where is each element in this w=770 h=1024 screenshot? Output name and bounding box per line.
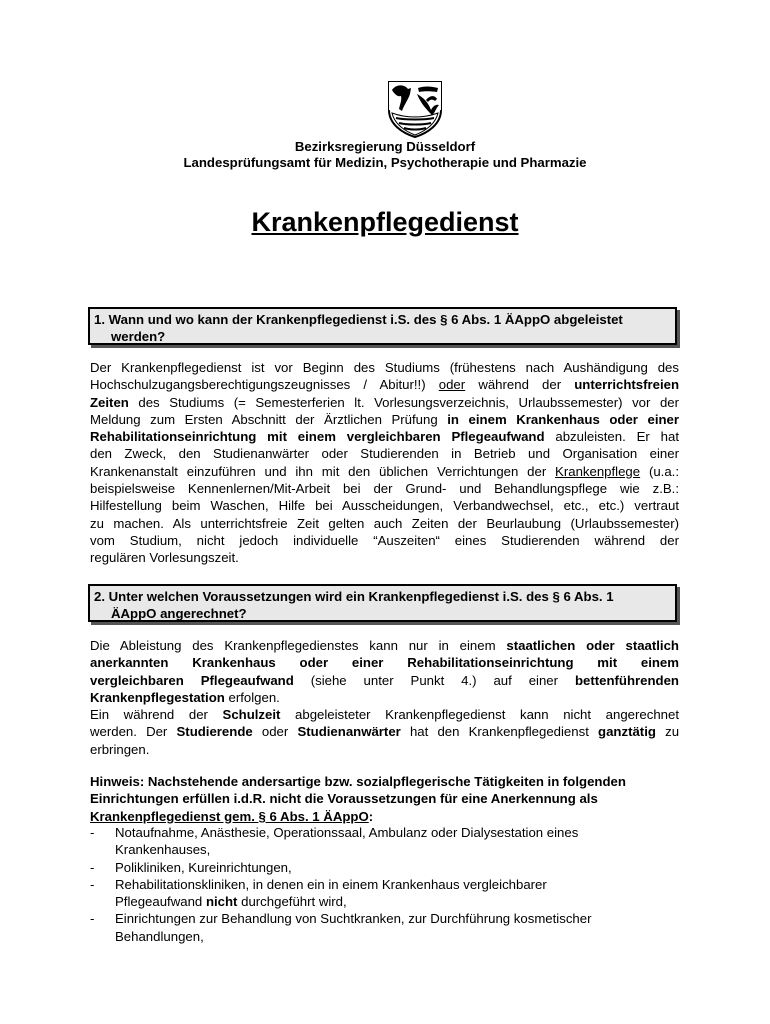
- text-span: während der: [478, 377, 562, 393]
- text-line: den Zweck, den Studienanwärter oder Studierenden in Betrieb und Organisation einer: [90, 446, 679, 462]
- question-box-2: [88, 584, 677, 622]
- list-item-text: Polikliniken, Kureinrichtungen,: [115, 859, 292, 875]
- text-span-bold: Krankenpflegestation: [90, 689, 225, 705]
- list-item-text: Rehabilitationskliniken, in denen ein in einem Krankenhaus vergleichbarer: [115, 876, 547, 892]
- question-1-line-1: 1. Wann und wo kann der Krankenpflegedienst i.S. des § 6 Abs. 1 ÄAppO abgeleistet: [94, 312, 623, 327]
- text-span-bold: vergleichbaren Pflegeaufwand: [90, 672, 294, 688]
- text-span-bold: Schulzeit: [222, 707, 281, 723]
- text-line: [90, 411, 679, 428]
- exclusion-list: [90, 824, 679, 945]
- notice-paragraph: [90, 773, 679, 825]
- header-office-name: Landesprüfungsamt für Medizin, Psychotherapie und Pharmazie: [183, 155, 587, 170]
- text-line: Hilfestellung beim Waschen, Hilfe bei Ausscheidungen, Verbandwechsel, etc., etc.) vertraut: [90, 498, 679, 514]
- list-item: [90, 910, 679, 945]
- text-span: hat den Krankenpflegedienst: [409, 724, 589, 740]
- text-span-bold: bettenführenden: [574, 672, 679, 688]
- text-span-underlined: Krankenpflegedienst gem. § 6 Abs. 1 ÄAppO: [90, 808, 369, 824]
- text-span: erfolgen.: [228, 689, 280, 705]
- text-line: [90, 672, 679, 689]
- text-line: anerkannten Krankenhaus oder einer Rehabilitationseinrichtung mit einem: [90, 655, 679, 671]
- list-item-text: Behandlungen,: [115, 928, 204, 944]
- text-line: regulären Vorlesungszeit.: [90, 550, 239, 566]
- answer-2-paragraph: [90, 637, 679, 758]
- question-2-line-1: 2. Unter welchen Voraussetzungen wird ein Krankenpflegedienst i.S. des § 6 Abs. 1: [94, 589, 614, 604]
- text-line: [90, 463, 679, 480]
- text-span: Pflegeaufwand: [115, 894, 203, 910]
- question-1-line-2: werden?: [111, 329, 166, 344]
- text-line: erbringen.: [90, 741, 150, 757]
- answer-1-paragraph: [90, 359, 679, 567]
- text-span: abzuleisten. Er hat: [555, 429, 679, 445]
- text-span: Die Ableistung des Krankenpflegedienstes kann nur in einem: [90, 638, 496, 653]
- text-span: Ein während der: [90, 707, 208, 723]
- text-span-bold: Studierende: [176, 724, 253, 740]
- text-span: Krankenanstalt einzuführen und ihn mit den üblichen Verrichtungen der: [90, 463, 547, 479]
- text-span: durchgeführt wird,: [241, 894, 347, 910]
- text-span: zu: [665, 724, 680, 740]
- text-span-bold: in einem Krankenhaus oder einer: [447, 411, 680, 427]
- list-dash: -: [90, 911, 95, 927]
- text-span-bold: ganztätig: [598, 724, 656, 740]
- text-line: [90, 376, 679, 393]
- list-item-text: [115, 893, 679, 910]
- nrw-coat-of-arms-icon: [386, 80, 444, 138]
- list-item: [90, 876, 679, 911]
- text-line: [90, 689, 679, 706]
- list-item-text: Einrichtungen zur Behandlung von Suchtkranken, zur Durchführung kosmetischer: [115, 911, 592, 927]
- list-item-text: Notaufnahme, Anästhesie, Operationssaal, Ambulanz oder Dialysestation eines: [115, 825, 579, 840]
- text-line: [90, 637, 679, 654]
- text-span-underlined: oder: [438, 377, 466, 393]
- text-span: (u.a.:: [648, 463, 679, 479]
- text-span: (siehe unter Punkt 4.) auf einer: [310, 672, 559, 688]
- text-line: [90, 723, 679, 740]
- list-dash: -: [90, 876, 95, 892]
- text-span-bold: nicht: [205, 894, 238, 910]
- text-line: Der Krankenpflegedienst ist vor Beginn des Studiums (frühestens nach Aushändigung des: [90, 360, 679, 375]
- text-span-underlined: Krankenpflege: [555, 463, 641, 479]
- text-span-bold: Zeiten: [90, 394, 129, 410]
- page-title: Krankenpflegedienst: [251, 207, 519, 237]
- text-line: [90, 394, 679, 411]
- text-line: Hinweis: Nachstehende andersartige bzw. sozialpflegerische Tätigkeiten in folgenden: [90, 774, 626, 789]
- text-line: [90, 808, 679, 825]
- text-line: [90, 428, 679, 445]
- text-span-bold: Studienanwärter: [297, 724, 401, 740]
- list-dash: -: [90, 859, 95, 875]
- question-box-1: [88, 307, 677, 345]
- text-span: oder: [261, 724, 289, 740]
- text-span: Hochschulzugangsberechtigungszeugnisses / Abitur!!): [90, 377, 426, 393]
- list-item: [90, 859, 679, 876]
- header-authority-name: Bezirksregierung Düsseldorf: [294, 139, 476, 154]
- text-span: des Studiums (= Semesterferien lt. Vorlesungsverzeichnis, Urlaubssemester) vor der: [138, 394, 679, 410]
- text-line: zu machen. Als unterrichtsfreie Zeit gelten auch Zeiten der Beurlaubung (Urlaubssemester): [90, 515, 679, 531]
- list-item-text: Krankenhauses,: [115, 842, 211, 858]
- text-span: abgeleisteter Krankenpflegedienst kann nicht angerechnet: [295, 707, 679, 723]
- text-line: [90, 706, 679, 723]
- text-span-bold: Rehabilitationseinrichtung mit einem vergleichbaren Pflegeaufwand: [90, 429, 545, 445]
- text-line: vom Studium, nicht jedoch individuelle “Auszeiten“ eines Studierenden während der: [90, 532, 679, 548]
- text-span: Meldung zum Ersten Abschnitt der Ärztlichen Prüfung: [90, 411, 438, 427]
- text-span: :: [368, 808, 374, 824]
- text-span: werden. Der: [90, 724, 168, 740]
- text-line: beispielsweise Kennenlernen/Mit-Arbeit bei der Grund- und Behandlungspflege wie z.B.:: [90, 481, 679, 497]
- list-dash: -: [90, 825, 95, 840]
- list-item: [90, 824, 679, 859]
- question-2-line-2: ÄAppO angerechnet?: [111, 606, 247, 621]
- text-span-bold: unterrichtsfreien: [574, 377, 680, 393]
- text-span-bold: staatlichen oder staatlich: [506, 638, 679, 653]
- text-line: Einrichtungen erfüllen i.d.R. nicht die Voraussetzungen für eine Anerkennung als: [90, 791, 598, 807]
